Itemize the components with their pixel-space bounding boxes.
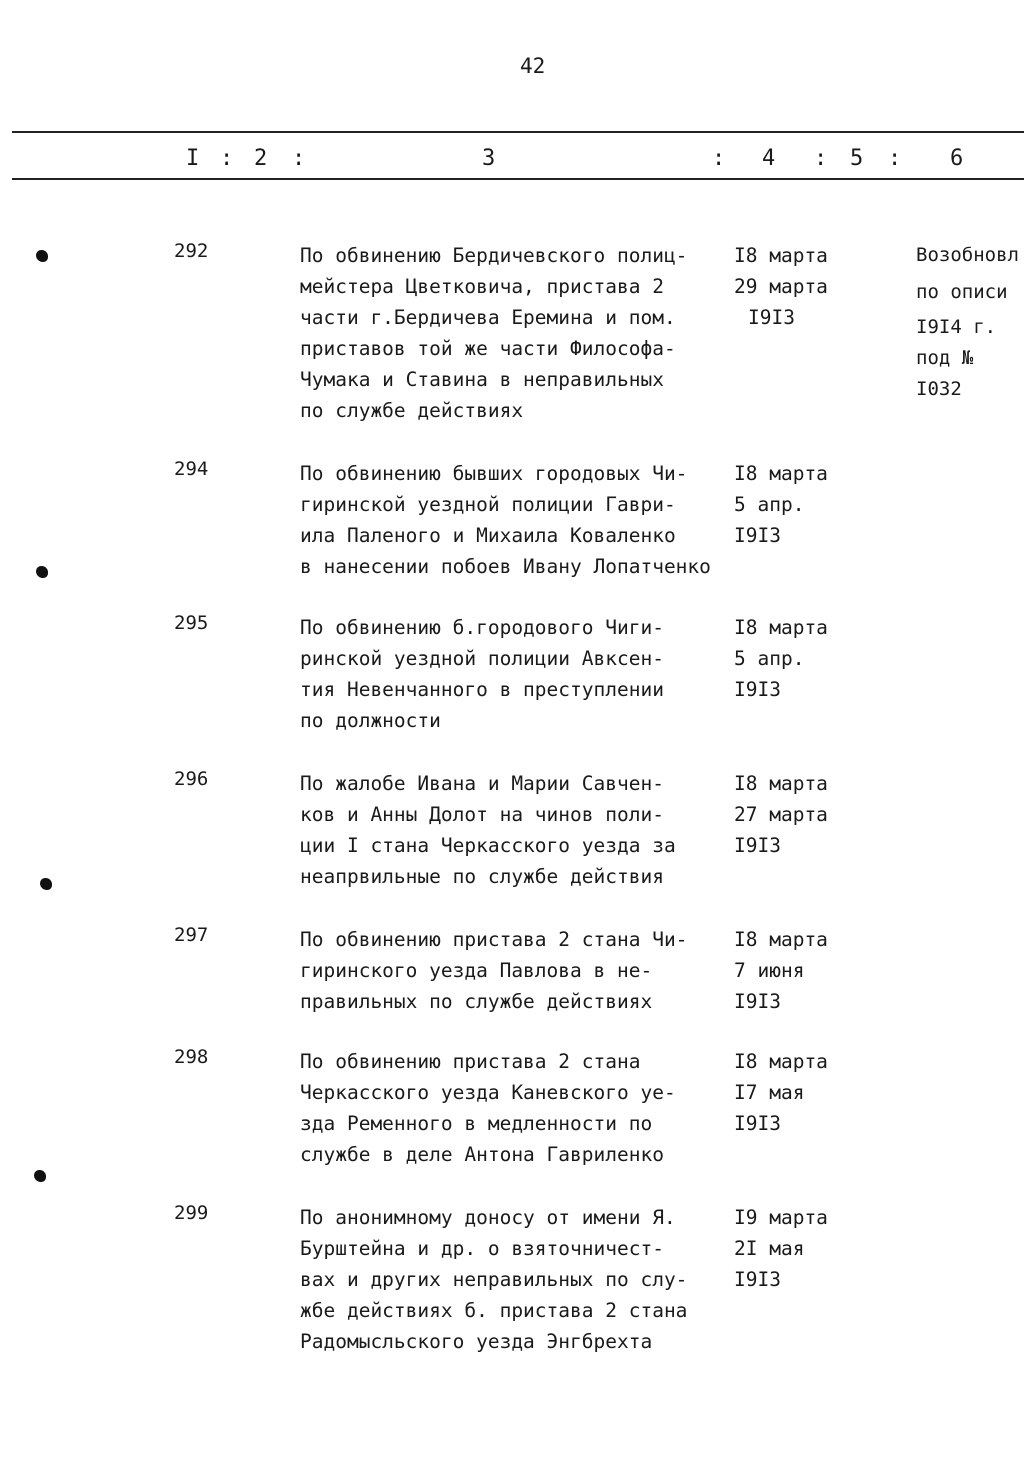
description-line: неапрвильные по службе действия [300,865,664,888]
note-line: Возобновл [916,244,1019,266]
description-line: гиринской уездной полиции Гаври- [300,493,676,516]
page-number: 42 [520,54,546,78]
description-line: приставов той же части Философа- [300,337,676,360]
record-dates [734,924,828,1017]
description-line: тия Невенчанного в преступлении [300,678,664,701]
description-line: По обвинению б.городового Чиги- [300,616,664,639]
record-description [300,924,730,1017]
header-col-2: 2 [254,146,268,171]
description-line: По обвинению бывших городовых Чи- [300,462,688,485]
start-date: I8 марта [734,928,828,951]
record-description [300,240,730,426]
start-date: I9 марта [734,1206,828,1229]
note-line: I032 [916,378,962,400]
end-date: 5 апр. [734,647,805,670]
end-date: 2I мая [734,1237,805,1260]
end-date: I7 мая [734,1081,805,1104]
record-description [300,1046,730,1170]
description-line: Радомысльского уезда Энгбрехта [300,1330,653,1353]
description-line: части г.Бердичева Еремина и пом. [300,306,676,329]
end-date: 29 марта [734,275,828,298]
description-line: гиринского уезда Павлова в не- [300,959,653,982]
table-header-top-rule [12,131,1024,133]
header-col-6: 6 [950,146,964,171]
start-date: I8 марта [734,1050,828,1073]
description-line: жбе действиях б. пристава 2 стана [300,1299,688,1322]
start-date: I8 марта [734,462,828,485]
record-number: 296 [174,768,209,790]
header-separator: : [292,146,306,171]
header-col-3: 3 [482,146,496,171]
record-dates [734,1046,828,1139]
punch-hole-mark [36,566,48,578]
header-separator: : [814,146,828,171]
description-line: вах и других неправильных по слу- [300,1268,688,1291]
header-col-4: 4 [762,146,776,171]
note-line: по описи [916,281,1008,303]
description-line: мейстера Цветковича, пристава 2 [300,275,664,298]
year: I9I3 [734,678,781,701]
record-description [300,768,730,892]
description-line: ила Паленого и Михаила Коваленко [300,524,676,547]
record-number: 294 [174,458,209,480]
description-line: По обвинению Бердичевского полиц- [300,244,688,267]
start-date: I8 марта [734,616,828,639]
description-line: по должности [300,709,441,732]
year: I9I3 [734,834,781,857]
header-col-5: 5 [850,146,864,171]
record-description [300,1202,730,1357]
description-line: зда Ременного в медленности по [300,1112,653,1135]
description-line: правильных по службе действиях [300,990,653,1013]
end-date: 5 апр. [734,493,805,516]
description-line: в нанесении побоев Ивану Лопатченко [300,555,711,578]
year: I9I3 [734,990,781,1013]
start-date: I8 марта [734,244,828,267]
record-description [300,612,730,736]
record-number: 292 [174,240,209,262]
description-line: ринской уездной полиции Авксен- [300,647,664,670]
header-separator: : [712,146,726,171]
record-description [300,458,730,582]
note-line: под № [916,347,974,369]
record-number: 299 [174,1202,209,1224]
punch-hole-mark [36,250,48,262]
header-col-1: I [186,146,200,171]
year: I9I3 [734,1268,781,1291]
record-dates [734,612,828,705]
description-line: Чумака и Ставина в неправильных [300,368,664,391]
record-dates [734,240,828,333]
year: I9I3 [734,1112,781,1135]
table-header-bottom-rule [12,178,1024,180]
description-line: по службе действиях [300,399,524,422]
record-number: 297 [174,924,209,946]
header-separator: : [888,146,902,171]
start-date: I8 марта [734,772,828,795]
description-line: По анонимному доносу от имени Я. [300,1206,676,1229]
punch-hole-mark [40,878,52,890]
description-line: По жалобе Ивана и Марии Савчен- [300,772,664,795]
description-line: По обвинению пристава 2 стана Чи- [300,928,688,951]
description-line: ков и Анны Долот на чинов поли- [300,803,664,826]
description-line: ции I стана Черкасского уезда за [300,834,676,857]
year: I9I3 [734,524,781,547]
year: I9I3 [748,306,795,329]
record-note [916,240,1019,405]
end-date: 27 марта [734,803,828,826]
note-line: I9I4 г. [916,316,997,338]
record-dates [734,458,828,551]
end-date: 7 июня [734,959,805,982]
record-dates [734,768,828,861]
description-line: По обвинению пристава 2 стана [300,1050,641,1073]
header-separator: : [220,146,234,171]
description-line: Черкасского уезда Каневского уе- [300,1081,676,1104]
description-line: службе в деле Антона Гавриленко [300,1143,664,1166]
description-line: Бурштейна и др. о взяточничест- [300,1237,664,1260]
record-dates [734,1202,828,1295]
record-number: 295 [174,612,209,634]
punch-hole-mark [34,1170,46,1182]
record-number: 298 [174,1046,209,1068]
